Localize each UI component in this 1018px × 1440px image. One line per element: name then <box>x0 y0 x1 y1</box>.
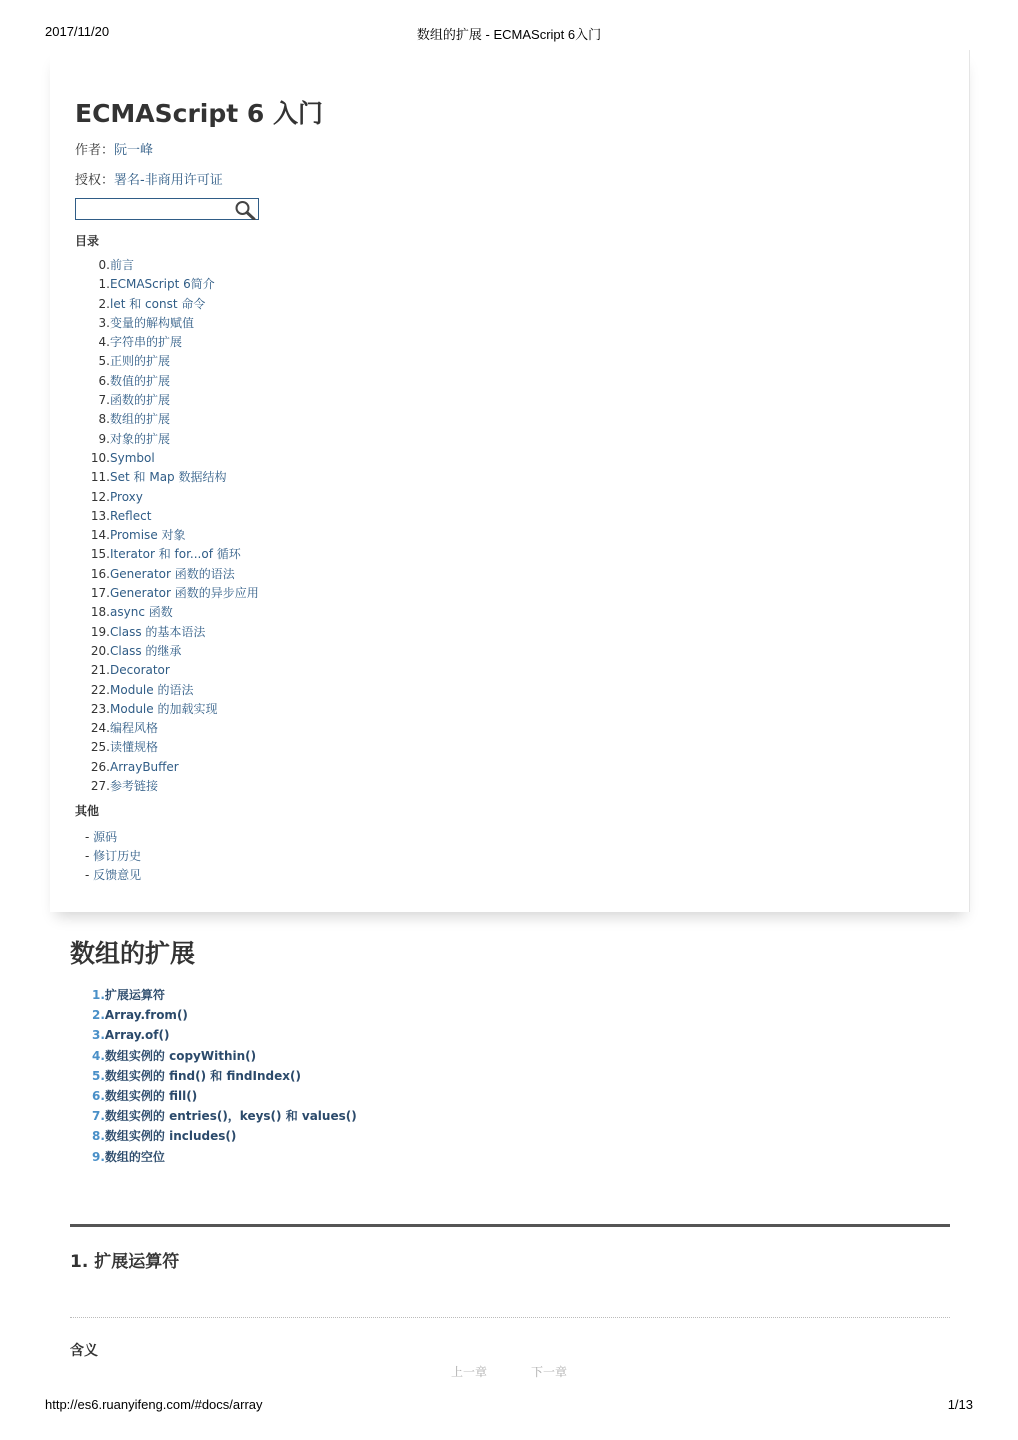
toc-item-link[interactable]: Symbol <box>110 450 155 465</box>
subsection-title: 含义 <box>70 1343 98 1359</box>
toc-item-15 <box>50 545 350 564</box>
toc-item-link[interactable]: 数组的扩展 <box>110 412 171 427</box>
toc-item-link[interactable]: Module 的语法 <box>110 682 194 697</box>
toc-item-10 <box>50 449 350 468</box>
chapter-toc-number: 4. <box>92 1048 105 1063</box>
book-title: ECMAScript 6 入门 <box>75 99 324 128</box>
toc-item-link[interactable]: ArrayBuffer <box>110 759 179 774</box>
toc-item-number: 5. <box>98 354 110 369</box>
toc-item-14 <box>50 526 350 545</box>
author-row <box>75 139 153 158</box>
toc-item-7 <box>50 391 350 410</box>
chapter-toc-link[interactable]: 数组实例的 entries()，keys() 和 values() <box>104 1109 357 1124</box>
subsection-divider <box>70 1317 950 1318</box>
chapter-toc-number: 5. <box>92 1068 105 1083</box>
toc-item-link[interactable]: Class 的基本语法 <box>110 624 206 639</box>
toc-item-number: 23. <box>90 701 110 716</box>
toc-item-21 <box>50 661 350 680</box>
chapter-toc-item <box>92 1046 357 1066</box>
chapter-toc-item <box>92 1147 357 1167</box>
chapter-toc-item <box>92 985 357 1005</box>
toc-item-6 <box>50 372 350 391</box>
chapter-toc-number: 7. <box>92 1109 105 1124</box>
toc-item-link[interactable]: 函数的扩展 <box>110 393 171 408</box>
toc-item-number: 25. <box>90 740 110 755</box>
toc-item-0 <box>50 256 350 275</box>
toc-item-link[interactable]: Decorator <box>110 663 170 678</box>
toc-list <box>50 256 350 796</box>
toc-item-number: 8. <box>98 412 110 427</box>
chapter-toc-item <box>92 1066 357 1086</box>
toc-item-link[interactable]: Reflect <box>110 508 152 523</box>
chapter-toc <box>92 985 357 1167</box>
next-chapter-link[interactable]: 下一章 <box>531 1365 568 1379</box>
chapter-toc-link[interactable]: 数组实例的 fill() <box>104 1088 198 1103</box>
chapter-title: 数组的扩展 <box>70 939 196 968</box>
print-date: 2017/11/20 <box>45 24 110 39</box>
print-page-title: 数组的扩展 - ECMAScript 6入门 <box>416 27 602 42</box>
chapter-toc-number: 8. <box>92 1129 105 1144</box>
toc-item-19 <box>50 623 350 642</box>
toc-item-link[interactable]: 变量的解构赋值 <box>110 315 195 330</box>
toc-item-11 <box>50 468 350 487</box>
chapter-toc-item <box>92 1086 357 1106</box>
toc-item-23 <box>50 700 350 719</box>
other-item-prefix: - <box>85 849 94 863</box>
toc-item-link[interactable]: Generator 函数的异步应用 <box>110 586 259 601</box>
feedback-link[interactable]: 反馈意见 <box>93 868 142 882</box>
toc-item-5 <box>50 352 350 371</box>
chapter-toc-item <box>92 1126 357 1146</box>
toc-item-20 <box>50 642 350 661</box>
toc-item-link[interactable]: 正则的扩展 <box>110 354 171 369</box>
toc-item-link[interactable]: Generator 函数的语法 <box>110 566 235 581</box>
toc-item-number: 12. <box>90 489 110 504</box>
toc-heading: 目录 <box>75 234 100 248</box>
toc-item-3 <box>50 314 350 333</box>
toc-item-link[interactable]: async 函数 <box>110 605 173 620</box>
other-item-prefix: - <box>85 868 94 882</box>
sidebar <box>50 50 970 912</box>
toc-item-8 <box>50 410 350 429</box>
search-box <box>75 198 259 220</box>
other-item-history <box>85 847 141 866</box>
section-divider <box>70 1224 950 1227</box>
author-label: 作者： <box>75 143 115 158</box>
toc-item-link[interactable]: 前言 <box>110 258 135 272</box>
toc-item-link[interactable]: 字符串的扩展 <box>110 335 183 350</box>
toc-item-number: 17. <box>90 586 110 601</box>
toc-item-link[interactable]: Promise 对象 <box>110 528 186 543</box>
toc-item-number: 21. <box>90 663 110 678</box>
print-page-number: 1/13 <box>947 1397 973 1412</box>
chapter-toc-link[interactable]: Array.from() <box>104 1008 188 1023</box>
search-icon[interactable] <box>234 200 256 220</box>
toc-item-12 <box>50 488 350 507</box>
toc-item-number: 26. <box>90 759 110 774</box>
toc-item-link[interactable]: let 和 const 命令 <box>110 296 206 311</box>
toc-item-number: 22. <box>90 682 110 697</box>
print-footer <box>0 1397 1018 1415</box>
toc-item-number: 14. <box>90 528 110 543</box>
toc-item-link[interactable]: Iterator 和 for...of 循环 <box>110 547 241 562</box>
toc-item-2 <box>50 295 350 314</box>
toc-item-link[interactable]: 参考链接 <box>110 779 159 794</box>
toc-item-number: 18. <box>90 605 110 620</box>
toc-item-18 <box>50 603 350 622</box>
print-header <box>0 24 1018 42</box>
toc-item-number: 7. <box>98 393 110 408</box>
toc-item-number: 20. <box>90 643 110 658</box>
toc-item-4 <box>50 333 350 352</box>
toc-item-link[interactable]: Proxy <box>110 489 143 504</box>
toc-item-17 <box>50 584 350 603</box>
toc-item-13 <box>50 507 350 526</box>
chapter-toc-link[interactable]: 扩展运算符 <box>104 988 165 1002</box>
chapter-toc-link[interactable]: Array.of() <box>104 1028 170 1043</box>
chapter-toc-number: 2. <box>92 1008 105 1023</box>
chapter-toc-item <box>92 1005 357 1025</box>
toc-item-link[interactable]: Class 的继承 <box>110 643 182 658</box>
toc-item-26 <box>50 758 350 777</box>
toc-item-number: 15. <box>90 547 110 562</box>
toc-item-number: 3. <box>98 315 110 330</box>
toc-item-link[interactable]: 读懂规格 <box>110 740 159 755</box>
toc-item-number: 16. <box>90 566 110 581</box>
toc-item-number: 19. <box>90 624 110 639</box>
toc-item-number: 2. <box>98 296 110 311</box>
chapter-toc-number: 1. <box>92 988 105 1002</box>
toc-item-22 <box>50 681 350 700</box>
other-item-source <box>85 828 141 847</box>
toc-item-number: 1. <box>98 277 110 292</box>
toc-item-25 <box>50 738 350 757</box>
chapter-toc-number: 9. <box>92 1149 105 1164</box>
prev-chapter-link[interactable]: 上一章 <box>451 1365 488 1379</box>
chapter-toc-item <box>92 1106 357 1126</box>
toc-item-link[interactable]: 数值的扩展 <box>110 373 171 388</box>
chapter-toc-link[interactable]: 数组实例的 copyWithin() <box>104 1048 257 1063</box>
other-list <box>85 828 141 885</box>
other-heading: 其他 <box>75 804 100 818</box>
toc-item-link[interactable]: Set 和 Map 数据结构 <box>110 470 227 485</box>
toc-item-number: 6. <box>98 373 110 388</box>
other-item-prefix: - <box>85 830 94 844</box>
chapter-toc-number: 3. <box>92 1028 105 1043</box>
chapter-toc-item <box>92 1025 357 1045</box>
toc-item-number: 10. <box>90 450 110 465</box>
license-row <box>75 169 223 188</box>
chapter-toc-link[interactable]: 数组实例的 includes() <box>104 1129 237 1144</box>
toc-item-number: 4. <box>98 335 110 350</box>
print-url: http://es6.ruanyifeng.com/#docs/array <box>45 1397 263 1412</box>
toc-item-number: 9. <box>98 431 110 446</box>
chapter-toc-link[interactable]: 数组的空位 <box>104 1149 165 1164</box>
toc-item-link[interactable]: 对象的扩展 <box>110 431 171 446</box>
toc-item-number: 0. <box>98 258 110 272</box>
toc-item-number: 27. <box>90 779 110 794</box>
license-link[interactable]: 署名-非商用许可证 <box>114 173 223 188</box>
history-link[interactable]: 修订历史 <box>93 849 142 863</box>
toc-item-number: 11. <box>90 470 110 485</box>
toc-item-number: 13. <box>90 508 110 523</box>
toc-item-16 <box>50 565 350 584</box>
chapter-toc-link[interactable]: 数组实例的 find() 和 findIndex() <box>104 1068 301 1083</box>
license-label: 授权： <box>75 173 115 188</box>
source-link[interactable]: 源码 <box>93 830 118 844</box>
toc-item-link[interactable]: Module 的加载实现 <box>110 701 218 716</box>
toc-item-24 <box>50 719 350 738</box>
section-title: 1. 扩展运算符 <box>70 1252 180 1272</box>
other-item-feedback <box>85 866 141 885</box>
toc-item-9 <box>50 430 350 449</box>
toc-item-link[interactable]: ECMAScript 6简介 <box>110 277 215 292</box>
chapter-toc-number: 6. <box>92 1088 105 1103</box>
toc-item-27 <box>50 777 350 796</box>
toc-item-number: 24. <box>90 721 110 736</box>
author-link[interactable]: 阮一峰 <box>114 143 154 158</box>
toc-item-1 <box>50 275 350 294</box>
search-input[interactable] <box>76 199 231 219</box>
toc-item-link[interactable]: 编程风格 <box>110 721 159 736</box>
